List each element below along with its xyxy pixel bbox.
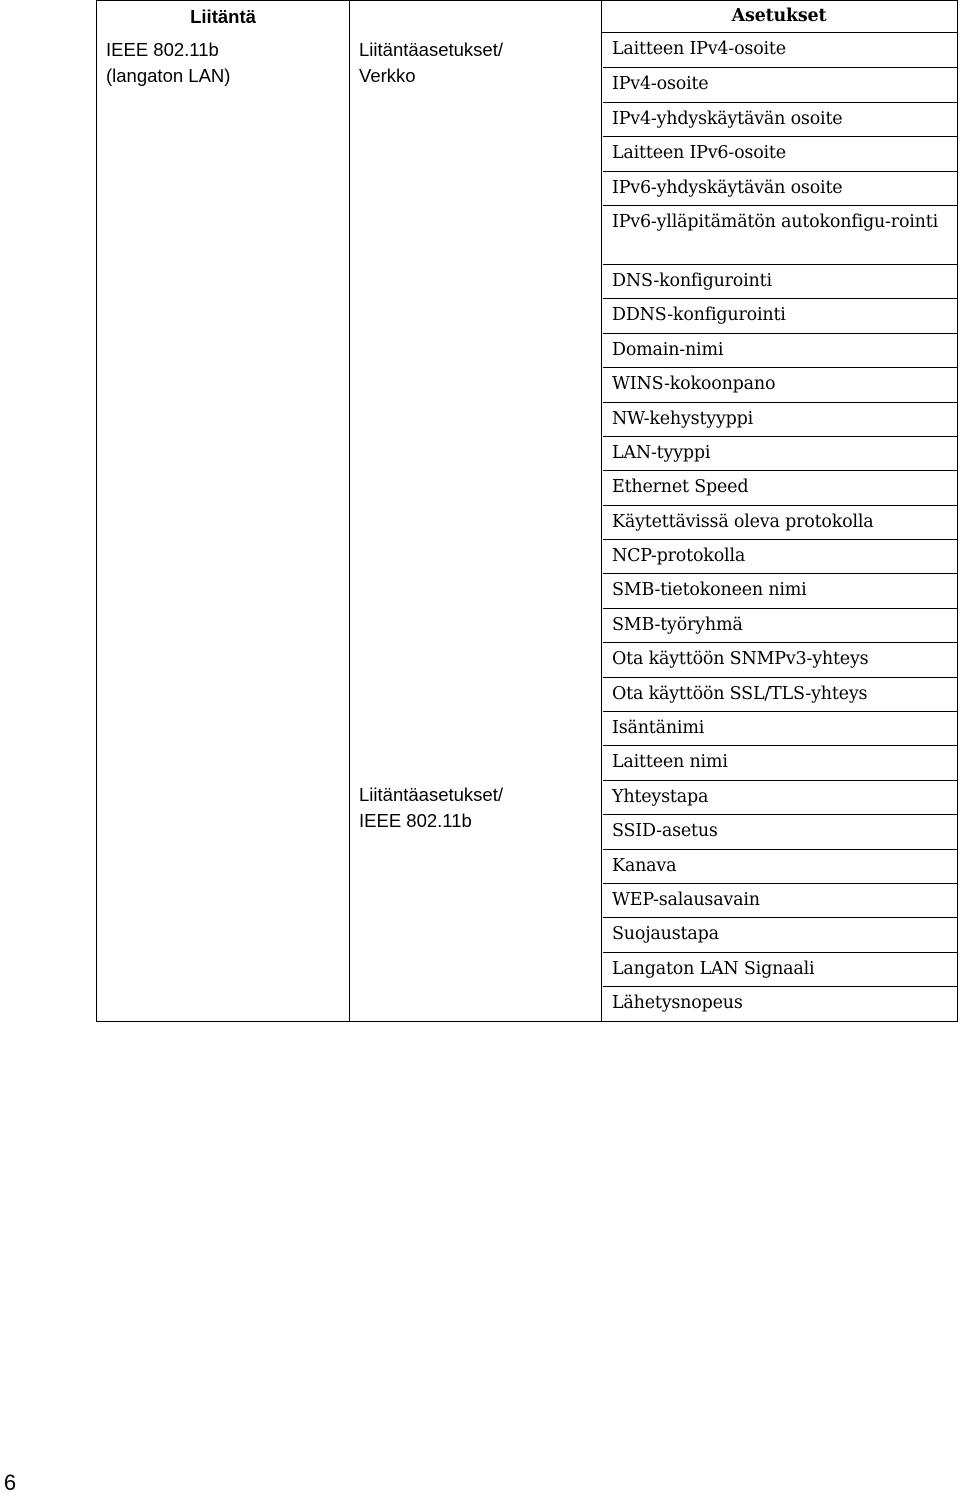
settings-row: IPv6-yhdyskäytävän osoite [603,171,957,205]
settings-row: Domain-nimi [603,333,957,367]
settings-row: Suojaustapa [603,917,957,951]
settings-row: DDNS-konfigurointi [603,298,957,332]
settings-row: Laitteen IPv6-osoite [603,136,957,170]
settings-row: Kanava [603,849,957,883]
settings-header: Asetukset [731,6,827,26]
settings-row: Ota käyttöön SSL/TLS-yhteys [603,677,957,711]
settings-row: SMB-tietokoneen nimi [603,573,957,607]
settings-row: IPv4-yhdyskäytävän osoite [603,102,957,136]
settings-table [96,0,958,1022]
settings-row: Yhteystapa [603,780,957,814]
settings-row: NW-kehystyyppi [603,402,957,436]
settings-row: Ethernet Speed [603,470,957,504]
settings-row: SSID-asetus [603,814,957,848]
settings-row: Käytettävissä oleva protokolla [603,505,957,539]
page-number: 6 [3,1470,17,1495]
interface-cell: IEEE 802.11b (langaton LAN) [106,39,231,86]
settings-row: Lähetysnopeus [603,986,957,1020]
interface-header: Liitäntä [190,6,256,27]
column-divider [601,1,602,1021]
settings-row: Langaton LAN Signaali [603,952,957,986]
settings-row: Isäntänimi [603,711,957,745]
settings-row: SMB-työryhmä [603,608,957,642]
settings-row: WEP-salausavain [603,883,957,917]
settings-row: IPv4-osoite [603,67,957,101]
column-divider [349,1,350,1021]
settings-row: DNS-konfigurointi [603,264,957,298]
settings-list [603,33,957,1021]
settings-row: Ota käyttöön SNMPv3-yhteys [603,642,957,676]
settings-row: Laitteen IPv4-osoite [612,39,786,59]
settings-row: NCP-protokolla [603,539,957,573]
settings-row: LAN-tyyppi [603,436,957,470]
settings-row: IPv6-ylläpitämätön autokonfigu-rointi [603,205,957,264]
settings-row: WINS-kokoonpano [603,367,957,401]
group-label-network: Liitäntäasetukset/ Verkko [359,39,503,86]
group-label-wireless: Liitäntäasetukset/ IEEE 802.11b [359,784,503,831]
settings-row: Laitteen nimi [603,745,957,779]
